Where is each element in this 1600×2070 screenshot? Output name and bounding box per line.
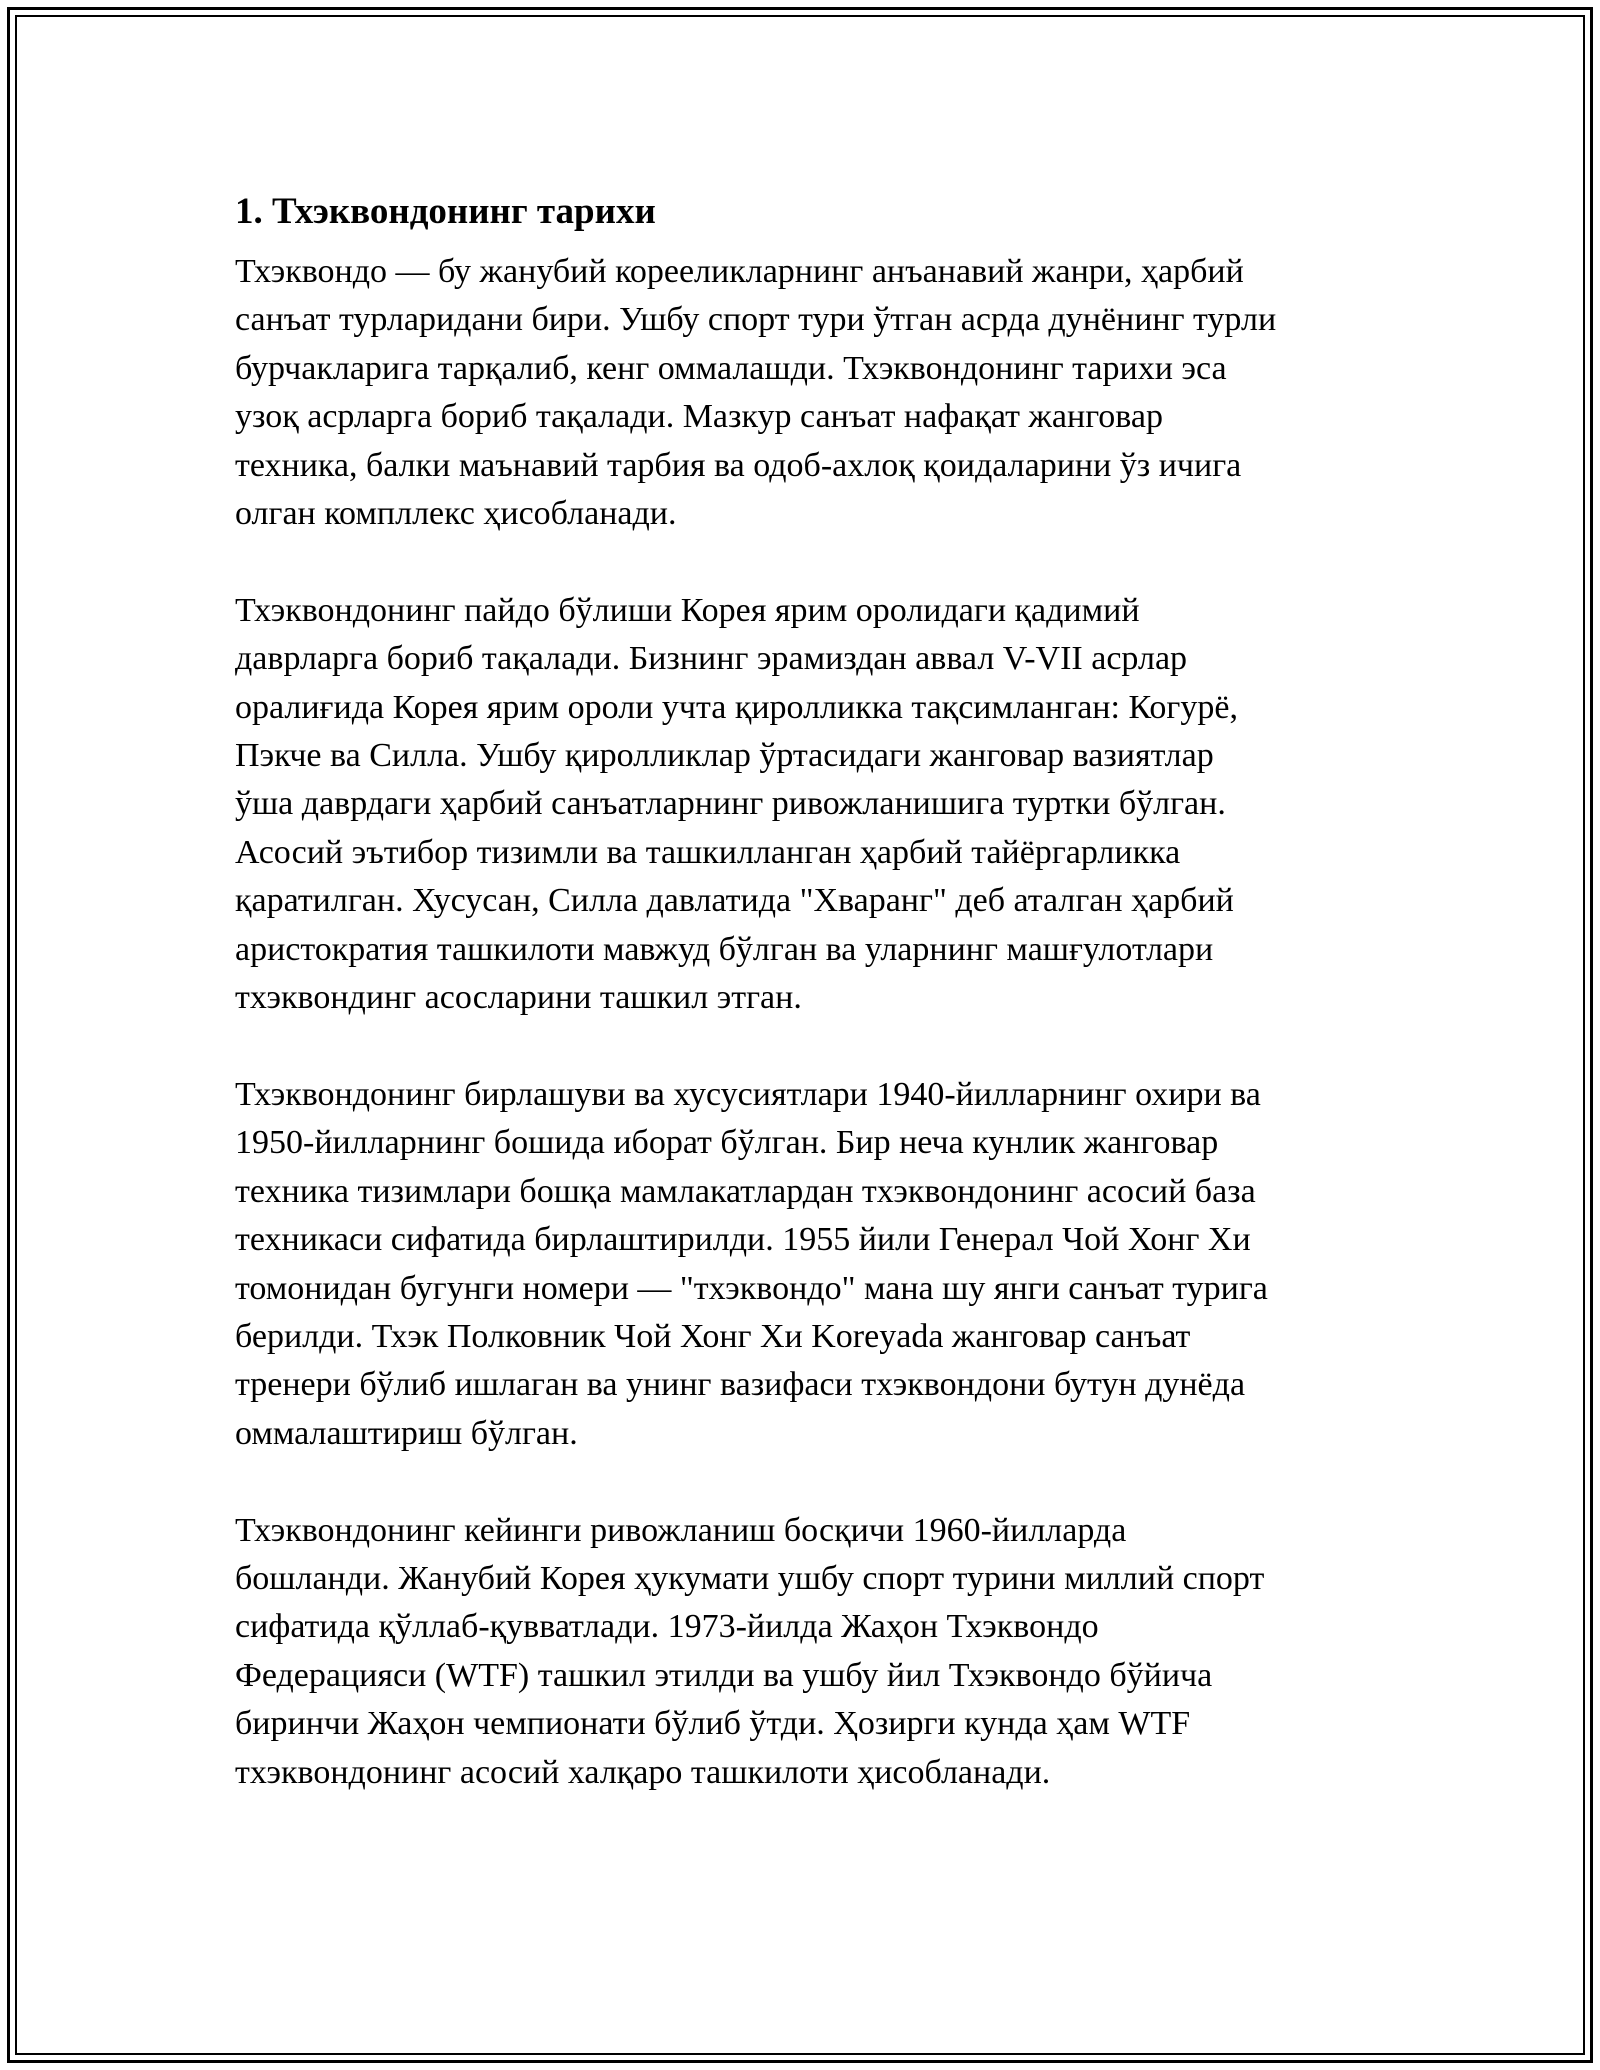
section-heading: 1. Тхэквондонинг тарихи [235,191,656,232]
text-line: Асосий эътибор тизимли ва ташкилланган ҳарбий тайёргарликка [235,833,1181,871]
text-line: берилди. Тхэк Полковник Чой Хонг Хи Koreyada жанговар санъат [235,1317,1191,1355]
document-body [235,180,1385,1845]
paragraph-1 [235,248,1385,538]
text-line: Тхэквондо — бу жанубий корееликларнинг анъанавий жанри, ҳарбий [235,253,1244,290]
text-line: даврларга бориб тақалади. Бизнинг эрамиздан аввал V-VII асрлар [235,640,1188,678]
text-line: Федерацияси (WTF) ташкил этилди ва ушбу йил Тхэквондо бўйича [235,1656,1213,1694]
text-line: техника тизимлари бошқа мамлакатлардан тхэквондонинг асосий база [235,1172,1256,1210]
text-line: сифатида қўллаб-қувватлади. 1973-йилда Жаҳон Тхэквондо [235,1608,1099,1646]
paragraph-2 [235,587,1385,1023]
text-line: узоқ асрларга бориб тақалади. Мазкур санъат нафақат жанговар [235,398,1163,436]
text-line: қаратилган. Хусусан, Силла давлатида "Хваранг" деб аталган ҳарбий [235,882,1234,920]
text-line: биринчи Жаҳон чемпионати бўлиб ўтди. Ҳозирги кунда ҳам WTF [235,1705,1191,1743]
text-line: ўша даврдаги ҳарбий санъатларнинг ривожланишига туртки бўлган. [235,785,1226,823]
text-line: 1950-йилларнинг бошида иборат бўлган. Бир неча кунлик жанговар [235,1124,1219,1162]
text-line: санъат турларидани бири. Ушбу спорт тури ўтган асрда дунёнинг турли [235,301,1277,339]
text-line: техникаси сифатида бирлаштирилди. 1955 йили Генерал Чой Хонг Хи [235,1221,1251,1259]
text-line: бошланди. Жанубий Корея ҳукумати ушбу спорт турини миллий спорт [235,1559,1265,1597]
paragraph-4 [235,1507,1385,1797]
paragraph-3 [235,1071,1385,1458]
text-line: тхэквондонинг асосий халқаро ташкилоти ҳисобланади. [235,1753,1051,1791]
text-line: оммалаштириш бўлган. [235,1414,578,1452]
text-line: тхэквондинг асосларини ташкил этган. [235,979,802,1017]
text-line: аристократия ташкилоти мавжуд бўлган ва уларнинг машғулотлари [235,930,1214,968]
text-line: оралиғида Корея ярим ороли учта қиролликка тақсимланган: Когурё, [235,688,1238,726]
text-line: Тхэквондонинг бирлашуви ва хусусиятлари 1940-йилларнинг охири ва [235,1075,1261,1113]
text-line: техника, балки маънавий тарбия ва одоб-ахлоқ қоидаларини ўз ичига [235,446,1242,484]
text-line: тренери бўлиб ишлаган ва унинг вазифаси тхэквондони бутун дунёда [235,1366,1246,1404]
text-line: Тхэквондонинг кейинги ривожланиш босқичи 1960-йилларда [235,1511,1127,1549]
text-line: Пэкче ва Силла. Ушбу қиролликлар ўртасидаги жанговар вазиятлар [235,737,1214,775]
text-line: томонидан бугунги номери — "тхэквондо" мана шу янги санъат турига [235,1269,1268,1307]
text-line: бурчакларига тарқалиб, кенг оммалашди. Тхэквондонинг тарихи эса [235,349,1227,387]
text-line: олган компллекс ҳисобланади. [235,495,677,533]
text-line: Тхэквондонинг пайдо бўлиши Корея ярим оролидаги қадимий [235,591,1140,629]
